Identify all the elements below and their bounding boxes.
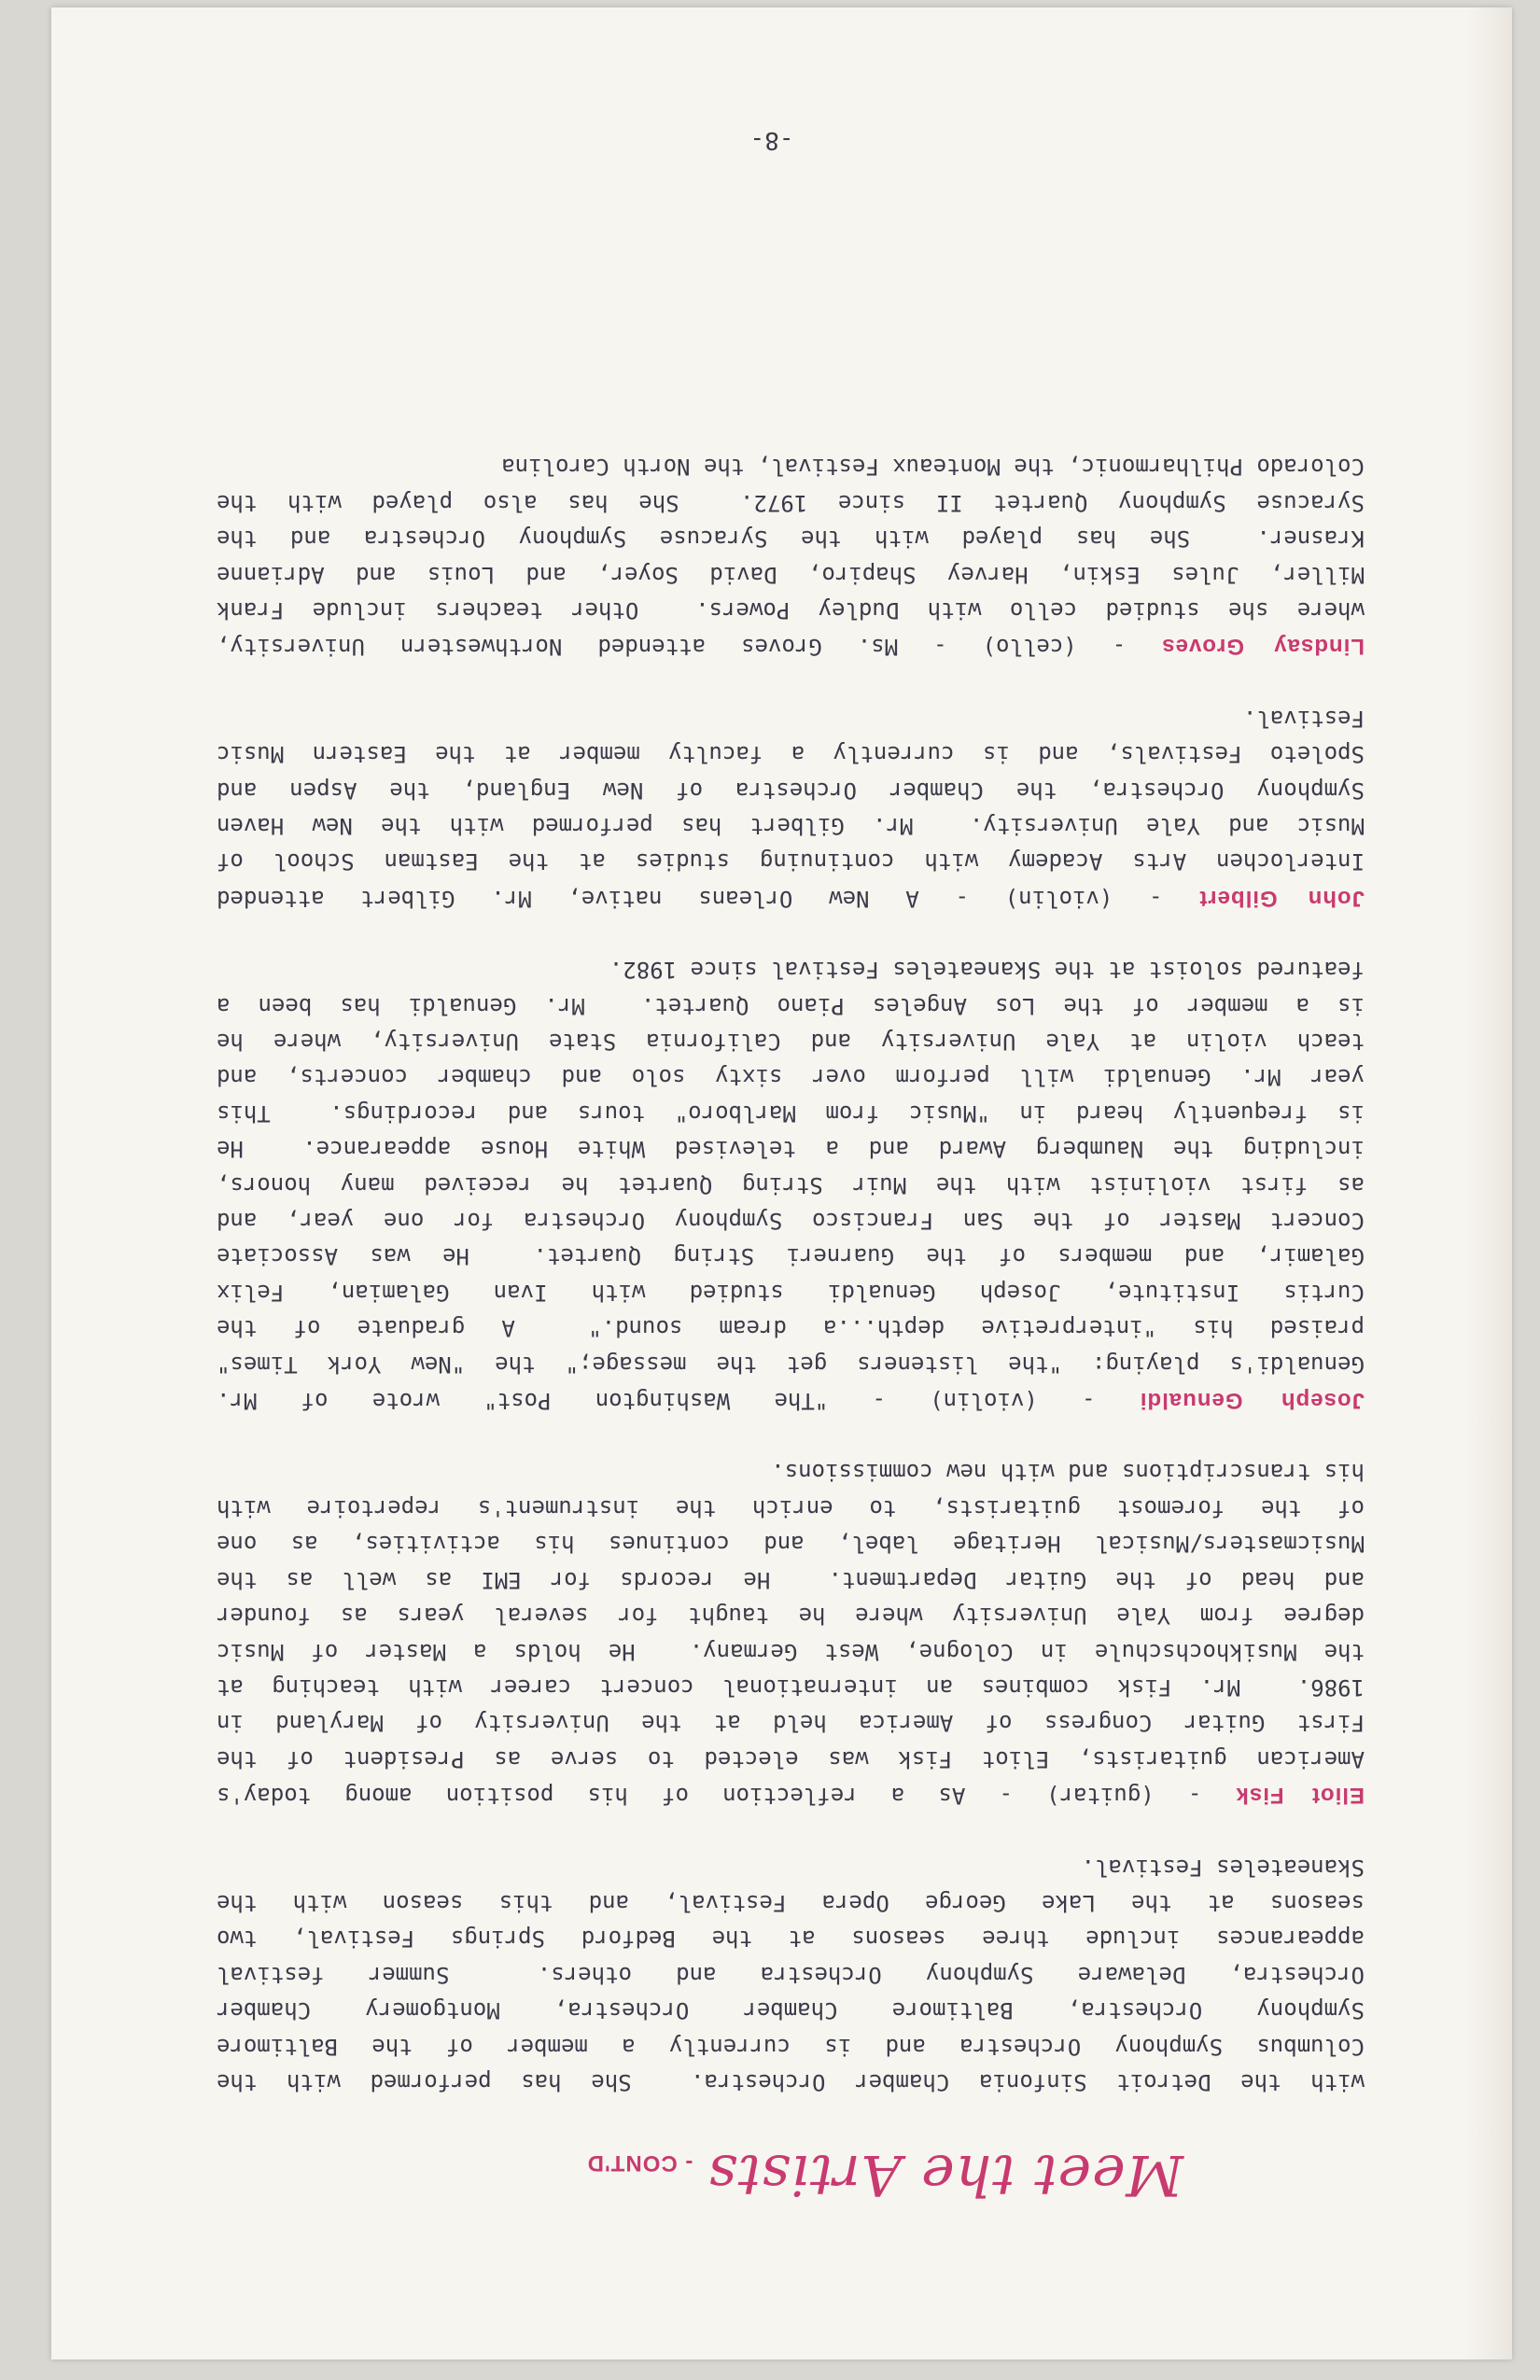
- bio-line-text: Symphony Orchestra, the Chamber Orchestra of New England, the Aspen and: [217, 777, 1365, 804]
- bio-paragraph: [217, 700, 1365, 916]
- bio-line-text: of the foremost guitarists, to enrich the instrument's repertoire with: [217, 1494, 1365, 1521]
- binding-edge: [1465, 7, 1512, 2359]
- bio-line-text: praised his "interpretive depth...a dream sound." A graduate of the: [217, 1315, 1365, 1342]
- bio-line-text: Genualdi's playing: "the listeners get the message;" the "New York Times": [217, 1351, 1365, 1378]
- bio-line-text: and head of the Guitar Department. He records for EMI as well as the: [217, 1566, 1365, 1593]
- bio-line: [217, 1598, 1365, 1633]
- bio-line-text: Spoleto Festivals, and is currently a faculty member at the Eastern Music: [217, 741, 1365, 768]
- bio-line-text: First Guitar Congress of America held at the University of Maryland in: [217, 1710, 1365, 1737]
- bio-line-text: with the Detroit Sinfonia Chamber Orchestra. She has performed with the: [217, 2069, 1365, 2095]
- bio-line-text: Columbus Symphony Orchestra and is currently a member of the Baltimore: [217, 2033, 1365, 2060]
- bio-line: [217, 593, 1365, 628]
- bio-line-text: Festival.: [1242, 705, 1365, 732]
- bio-line: [217, 1956, 1365, 1992]
- bio-line: [217, 1777, 1365, 1813]
- bio-line: [217, 484, 1365, 520]
- bio-line: [217, 1561, 1365, 1597]
- bio-line: [217, 1131, 1365, 1167]
- bio-line-text: as first violinist with the Muir String Quartet he received many honors,: [217, 1171, 1365, 1198]
- bio-line-text: is frequently heard in "Music from Marlboro" tours and recordings. This: [217, 1099, 1365, 1127]
- bio-line: [217, 808, 1365, 844]
- bio-line: [217, 1885, 1365, 1921]
- bio-line-text: - (cello) - Ms. Groves attended Northwestern University,: [217, 634, 1162, 661]
- artist-name: Eliot Fisk: [1235, 1783, 1365, 1809]
- page-number: -8-: [749, 126, 794, 154]
- bio-line: [217, 1024, 1365, 1059]
- bio-line: [217, 1670, 1365, 1705]
- artist-bios: [217, 413, 1365, 2100]
- bio-line-text: year Mr. Genualdi will perform over sixty solo and chamber concerts, and: [217, 1064, 1365, 1091]
- bio-line: [217, 628, 1365, 665]
- bio-paragraph: [217, 952, 1365, 1419]
- bio-line: [217, 2065, 1365, 2100]
- bio-paragraph: [217, 449, 1365, 665]
- bio-line: [217, 1921, 1365, 1956]
- bio-line: [217, 1454, 1365, 1490]
- bio-line: [217, 1167, 1365, 1202]
- artist-name: Joseph Genualdi: [1139, 1388, 1365, 1414]
- bio-line: [217, 1993, 1365, 2028]
- bio-line: [217, 879, 1365, 916]
- page-header: [250, 2123, 1183, 2207]
- bio-line: [217, 1705, 1365, 1741]
- bio-line: [217, 772, 1365, 807]
- artist-name: John Gilbert: [1198, 885, 1365, 911]
- bio-line-text: Orchestra, Delaware Symphony Orchestra and others. Summer festival: [217, 1961, 1365, 1988]
- bio-line: [217, 1346, 1365, 1381]
- bio-line: [217, 1203, 1365, 1239]
- bio-line: [217, 2028, 1365, 2064]
- bio-line: [217, 521, 1365, 556]
- bio-line-text: is a member of the Los Angeles Piano Quartet. Mr. Genualdi has been a: [217, 992, 1365, 1019]
- bio-line-text: - (violin) - "The Washington Post" wrote of Mr.: [216, 1388, 1140, 1415]
- bio-line: [217, 1310, 1365, 1346]
- bio-line-text: - (violin) - A New Orleans native, Mr. Gilbert attended: [216, 885, 1199, 912]
- bio-line-text: teach violin at Yale University and California State University, where he: [217, 1029, 1365, 1056]
- bio-line-text: - (guitar) - As a reflection of his position among today's: [217, 1783, 1236, 1810]
- bio-line-text: Galamir, and members of the Guarneri String Quartet. He was Associate: [217, 1243, 1365, 1270]
- bio-line: [217, 1382, 1365, 1419]
- bio-line: [217, 952, 1365, 987]
- bio-line-text: Concert Master of the San Francisco Symphony Orchestra for one year, and: [217, 1208, 1365, 1235]
- bio-line-text: Skaneateles Festival.: [1081, 1854, 1365, 1881]
- bio-line-text: appearances include three seasons at the Bedford Springs Festival, two: [217, 1925, 1365, 1953]
- bio-paragraph: [217, 1454, 1365, 1813]
- bio-line-text: featured soloist at the Skaneateles Festival since 1982.: [609, 957, 1365, 984]
- bio-line: [217, 1741, 1365, 1776]
- bio-line: [217, 987, 1365, 1023]
- bio-paragraph: [217, 1849, 1365, 2100]
- bio-line-text: Colorado Philharmonic, the Monteaux Festival, the North Carolina: [501, 454, 1365, 481]
- bio-line-text: Krasner. She has played with the Syracuse Symphony Orchestra and the: [217, 525, 1365, 553]
- bio-line: [217, 1095, 1365, 1130]
- header-suffix: - CONT'D: [586, 2150, 693, 2176]
- bio-line-text: degree from Yale University where he taught for several years as founder: [217, 1603, 1365, 1630]
- bio-line: [217, 1059, 1365, 1095]
- bio-line-text: Music and Yale University. Mr. Gilbert has performed with the New Haven: [217, 813, 1365, 839]
- bio-line: [217, 1274, 1365, 1309]
- bio-line-text: Musicmasters/Musical Heritage label, and continues his activities, as one: [217, 1531, 1365, 1558]
- bio-line-text: Curtis Institute, Joseph Genualdi studied with Ivan Galamian, Felix: [217, 1279, 1365, 1306]
- bio-line: [217, 736, 1365, 772]
- bio-line-text: Interlochen Arts Academy with continuing studies at the Eastman School of: [217, 848, 1365, 875]
- bio-line: [217, 1849, 1365, 1884]
- bio-line-text: Symphony Orchestra, Baltimore Chamber Orchestra, Montgomery Chamber: [217, 1997, 1365, 2024]
- bio-line: [217, 449, 1365, 484]
- bio-line-text: seasons at the Lake George Opera Festival, and this season with the: [217, 1889, 1365, 1916]
- bio-line-text: where she studied cello with Dudley Powers. Other teachers include Frank: [217, 596, 1365, 623]
- bio-line: [217, 700, 1365, 735]
- bio-line: [217, 1526, 1365, 1561]
- bio-line-text: Syracuse Symphony Quartet II since 1972. She has also played with the: [217, 489, 1365, 516]
- bio-line-text: the Musikhochschule in Cologne, West Germany. He holds a Master of Music: [217, 1638, 1365, 1665]
- bio-line-text: 1986. Mr. Fisk combines an international concert career with teaching at: [217, 1673, 1365, 1701]
- header-title: Meet the Artists: [707, 2142, 1183, 2207]
- artist-name: Lindsay Groves: [1161, 634, 1365, 660]
- bio-line-text: Miller, Jules Eskin, Harvey Shapiro, David Soyer, and Louis and Adrianne: [217, 561, 1365, 588]
- bio-line: [217, 1633, 1365, 1669]
- bio-line: [217, 556, 1365, 592]
- bio-line: [217, 1239, 1365, 1274]
- bio-line-text: his transcriptions and with new commissions.: [771, 1459, 1365, 1486]
- bio-line: [217, 1491, 1365, 1526]
- bio-line-text: American guitarists, Eliot Fisk was elected to serve as President of the: [217, 1745, 1365, 1772]
- bio-line-text: including the Naumberg Award and a televised White House appearance. He: [217, 1136, 1365, 1163]
- bio-line: [217, 844, 1365, 879]
